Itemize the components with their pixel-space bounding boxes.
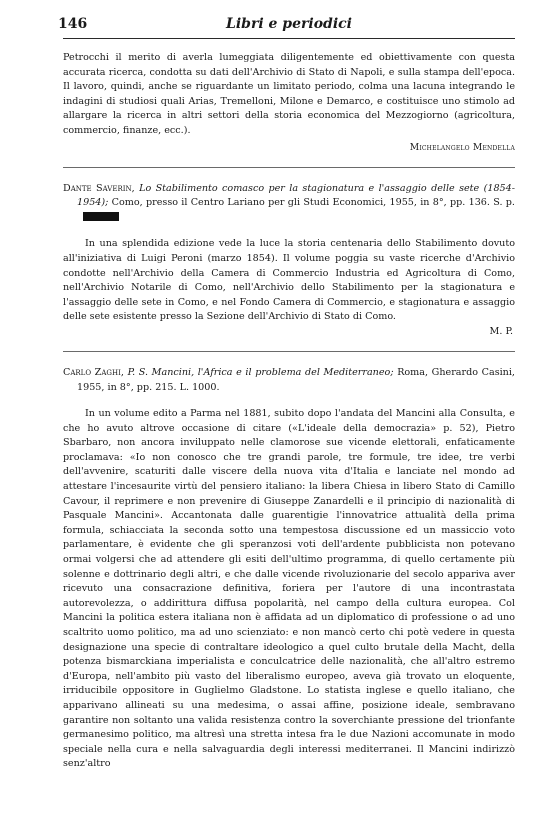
book-title: Lo Stabilimento comasco per la stagionatura e l'assaggio delle sete (1854-1954); <box>77 182 515 209</box>
review-signature: Michelangelo Mendella <box>409 141 515 153</box>
bibliographic-entry <box>63 182 515 226</box>
review-mendella <box>63 51 515 155</box>
review-signature: M. P. <box>489 325 513 337</box>
publication-info: Roma, Gherardo Casini, 1955, in 8°, pp. 215. L. 1000. <box>77 366 515 393</box>
section-divider <box>63 167 515 168</box>
book-author: Carlo Zaghi, <box>63 366 124 378</box>
running-title: Libri e periodici <box>226 16 352 32</box>
review-body-paragraph: Petrocchi il merito di averla lumeggiata diligentemente ed obiettivamente con questa accurata ricerca, condotta su dati dell'Archivio di Stato di Napoli, e sulla stampa dell'epoca. Il lavoro, quindi, anche se riguardante un limitato periodo, colma una lacuna integrando le indagini di studiosi quali Arias, Tremelloni, Milone e Demarco, e costituisce uno stimolo ad allargare la ricerca in altri settori della storia economica del Mezzogiorno (agricoltura, commercio, finanze, ecc.). <box>63 52 515 136</box>
page-number: 146 <box>58 16 88 32</box>
review-saverin <box>63 182 515 339</box>
section-divider <box>63 351 515 352</box>
running-header <box>58 16 515 39</box>
book-author: Dante Saverin, <box>63 182 135 194</box>
bibliographic-entry <box>63 366 515 395</box>
book-page <box>58 16 515 816</box>
book-title: P. S. Mancini, l'Africa e il problema del Mediterraneo; <box>127 366 394 378</box>
review-body-paragraph: In un volume edito a Parma nel 1881, subito dopo l'andata del Mancini alla Consulta, e che ho avuto altrove occasione di citare («L'ideale della democrazia» p. 52), Pietro Sbarbaro, non ancora inviluppato nelle clamorose sue vicende elettorali, enfaticamente proclamava: «Io non conosco che tre grandi parole, tre formule, tre idee, tre verbi dell'avvenire, scaturiti dalle viscere della nuova vita d'Italia e lanciate nel mondo ad attestare l'incesaurite virtù del pensiero italiano: la libera Chiesa in libero Stato di Camillo Cavour, il reprimere e non prevenire di Giuseppe Zanardelli e il principio di nazionalità di Pasquale Mancini». Accantonata dalle guarentigie l'innovatrice attualità della prima formula, schiacciata la seconda sotto una tempestosa discussione ed un massiccio voto parlamentare, è evidente che gli speranzosi voti dell'ardente pubblicista non potevano ormai volgersi che ad attendere gli esiti dell'ultimo programma, di quello certamente più solenne e dottrinario degli altri, e che dalle vicende rivoluzionarie del secolo appariva aver ricevuto una consacrazione definitiva, foriera per l'autore di una incontrastata autorevolezza, o addirittura diffusa popolarità, nel campo della cultura europea. Col Mancini la politica estera italiana non è affidata ad un diplomatico di professione o ad uno scaltrito uomo politico, ma ad uno scienziato: e non mancò certo chi potè vedere in questa designazione una specie di contraltare ideologico a quel culto brutale della Macht, della potenza bismarckiana imperialista e conculcatrice delle nazionalità, che all'altro estremo d'Europa, nell'ambito più vasto del liberalismo europeo, aveva già trovato un eloquente, irriducibile oppositore in Guglielmo Gladstone. Lo statista inglese e quello italiano, che apparivano allineati su una medesima, o assai affine, posizione ideale, sembravano garantire non soltanto una valida resistenza contro la soverchiante pressione del trionfante germanesimo politico, ma altresì una stretta intesa fra le due Nazioni accomunate in modo speciale nella cura e nella salvaguardia degli interessi mediterranei. Il Mancini indirizzò senz'altro <box>63 408 515 770</box>
ink-blot-mark <box>83 212 119 221</box>
review-zaghi <box>63 366 515 772</box>
publication-info: Como, presso il Centro Lariano per gli Studi Economici, 1955, in 8°, pp. 136. S. p. <box>111 197 515 209</box>
review-body-paragraph: In una splendida edizione vede la luce la storia centenaria dello Stabilimento dovuto all'iniziativa di Luigi Peroni (marzo 1854). Il volume poggia su vaste ricerche d'Archivio condotte nell'Archivio della Camera di Commercio Industria ed Agricoltura di Como, nell'Archivio Notarile di Como, nell'Archivio dello Stabilimento per la stagionatura e l'assaggio delle sete in Como, e nel Fondo Camera di Commercio, e stagionatura e assaggio delle sete esistente presso la Sezione dell'Archivio di Stato di Como. <box>63 238 515 323</box>
